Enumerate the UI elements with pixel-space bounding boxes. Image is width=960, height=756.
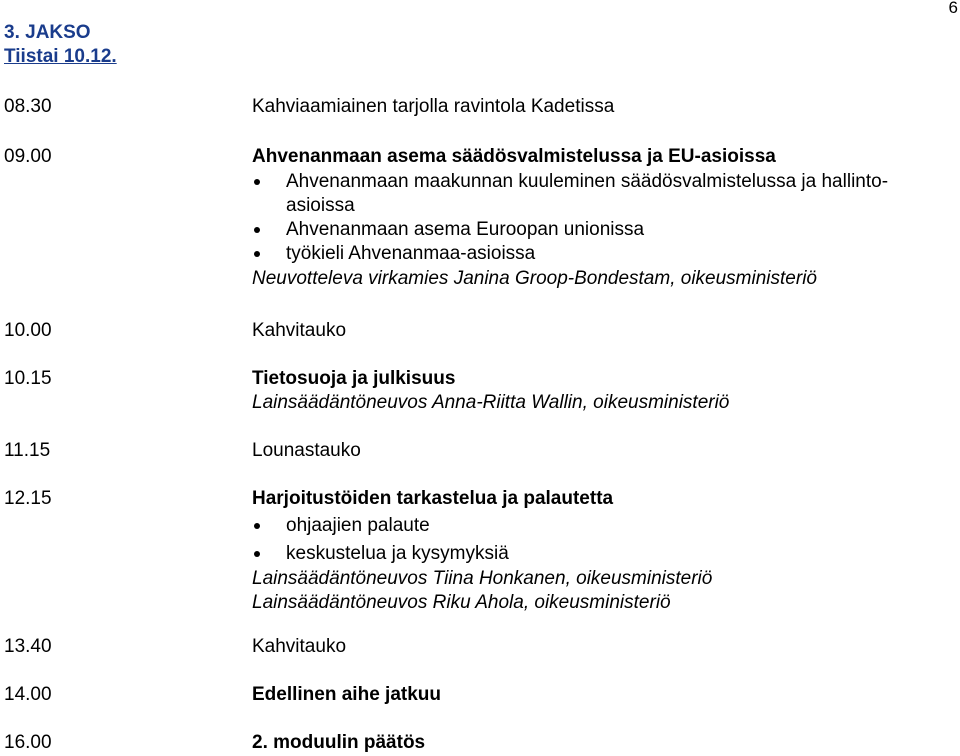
bullet-icon — [254, 251, 260, 257]
list-item — [252, 514, 952, 538]
list-item-text: ohjaajien palaute — [286, 515, 430, 536]
schedule-item — [252, 320, 952, 342]
bullet-list — [252, 514, 952, 566]
list-item — [252, 542, 952, 566]
schedule-item — [252, 146, 952, 290]
schedule-title: Ahvenanmaan asema säädösvalmistelussa ja EU-asioissa — [252, 146, 776, 167]
speaker: Neuvotteleva virkamies Janina Groop-Bondestam, oikeusministeriö — [252, 268, 817, 289]
schedule-time: 16.00 — [4, 732, 52, 753]
schedule-title: Edellinen aihe jatkuu — [252, 684, 441, 705]
speaker: Lainsäädäntöneuvos Tiina Honkanen, oikeusministeriö — [252, 568, 713, 589]
schedule-title: Kahviaamiainen tarjolla ravintola Kadetissa — [252, 96, 615, 117]
section-date: Tiistai 10.12. — [4, 46, 117, 67]
bullet-icon — [254, 227, 260, 233]
schedule-title: Tietosuoja ja julkisuus — [252, 368, 456, 389]
bullet-list — [252, 170, 952, 266]
schedule-title: Lounastauko — [252, 440, 361, 461]
page-number: 6 — [948, 0, 958, 17]
schedule-title: Kahvitauko — [252, 636, 347, 657]
list-item-text: Ahvenanmaan maakunnan kuuleminen säädösvalmistelussa ja hallinto-asioissa — [286, 171, 889, 216]
schedule-item — [252, 96, 952, 118]
schedule-item — [252, 440, 952, 462]
speaker: Lainsäädäntöneuvos Anna-Riitta Wallin, oikeusministeriö — [252, 392, 730, 413]
schedule-item — [252, 488, 952, 614]
bullet-icon — [254, 179, 260, 185]
schedule-item — [252, 368, 952, 414]
schedule-item — [252, 636, 952, 658]
list-item — [252, 242, 952, 266]
list-item-text: keskustelua ja kysymyksiä — [286, 543, 509, 564]
schedule-title: Kahvitauko — [252, 320, 347, 341]
schedule-item — [252, 684, 952, 706]
schedule-time: 10.15 — [4, 368, 52, 389]
schedule-item — [252, 732, 952, 754]
schedule-time: 11.15 — [4, 440, 51, 461]
schedule-time: 08.30 — [4, 96, 52, 117]
schedule-title: Harjoitustöiden tarkastelua ja palautetta — [252, 488, 614, 509]
schedule-title: 2. moduulin päätös — [252, 732, 426, 753]
list-item — [252, 218, 952, 242]
bullet-icon — [254, 551, 260, 557]
list-item — [252, 170, 952, 218]
section-title: 3. JAKSO — [4, 22, 91, 43]
list-item-text: Ahvenanmaan asema Euroopan unionissa — [286, 219, 645, 240]
schedule-time: 09.00 — [4, 146, 52, 167]
schedule-time: 10.00 — [4, 320, 52, 341]
bullet-icon — [254, 523, 260, 529]
speaker: Lainsäädäntöneuvos Riku Ahola, oikeusministeriö — [252, 592, 671, 613]
schedule-time: 14.00 — [4, 684, 52, 705]
list-item-text: työkieli Ahvenanmaa-asioissa — [286, 243, 536, 264]
schedule-time: 13.40 — [4, 636, 52, 657]
schedule-time: 12.15 — [4, 488, 52, 509]
